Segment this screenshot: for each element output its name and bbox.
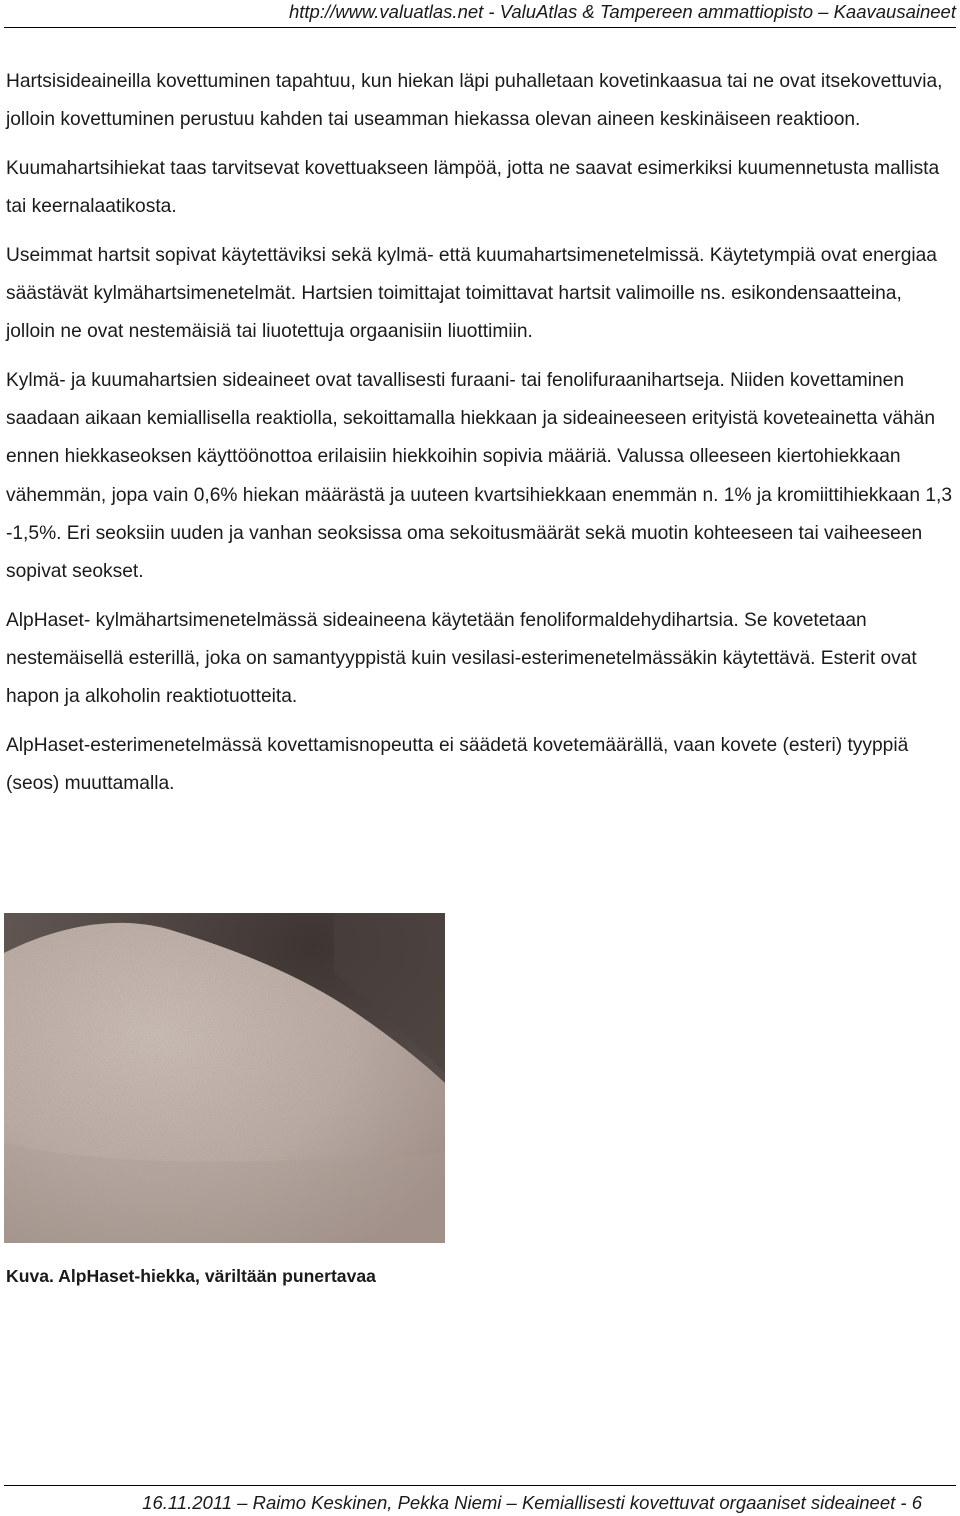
header-divider [4, 27, 956, 28]
page-header: http://www.valuatlas.net - ValuAtlas & Tampereen ammattiopisto – Kaavausaineet [288, 1, 956, 22]
document-body [6, 63, 956, 814]
sand-pile-image [4, 913, 445, 1243]
paragraph: AlpHaset-esterimenetelmässä kovettamisnopeutta ei säädetä kovetemäärällä, vaan kovete (esteri) tyyppiä (seos) muuttamalla. [6, 734, 909, 794]
sand-pile-photo [4, 913, 445, 1243]
footer-divider [4, 1485, 956, 1486]
paragraph: Hartsisideaineilla kovettuminen tapahtuu, kun hiekan läpi puhalletaan kovetinkaasua tai ne ovat itsekovettuvia, jolloin kovettuminen perustuu kahden tai useamman hiekassa olevan aineen keskinäiseen reaktioon. [6, 71, 943, 131]
paragraph: Kuumahartsihiekat taas tarvitsevat kovettuakseen lämpöä, jotta ne saavat esimerkiksi kuumennetusta mallista tai keernalaatikosta. [6, 157, 940, 218]
paragraph: AlpHaset- kylmähartsimenetelmässä sideaineena käytetään fenoliformaldehydihartsia. Se kovetetaan nestemäisellä esterillä, joka on samantyyppistä kuin vesilasi-esterimenetelmässäkin käytettävä. Esterit ovat hapon ja alkoholin reaktiotuotteita. [6, 609, 917, 708]
paragraph: Kylmä- ja kuumahartsien sideaineet ovat tavallisesti furaani- tai fenolifuraanihartseja. Niiden kovettaminen saadaan aikaan kemiallisella reaktiolla, sekoittamalla hiekkaan ja sideaineeseen erityistä koveteainetta vähän ennen hiekkaseoksen käyttöönottoa erilaisiin hiekkoihin sopivia määriä. Valussa olleeseen kiertohiekkaan vähemmän, jopa vain 0,6% hiekan määrästä ja uuteen kvartsihiekkaan enemmän n. 1% ja kromiittihiekkaan 1,3 -1,5%. Eri seoksiin uuden ja vanhan seoksissa oma sekoitusmäärät sekä muotin kohteeseen tai vaiheeseen sopivat seokset. [6, 369, 953, 582]
page-footer: 16.11.2011 – Raimo Keskinen, Pekka Niemi – Kemiallisesti kovettuvat orgaaniset sideaineet - 6 [142, 1492, 922, 1513]
paragraph: Useimmat hartsit sopivat käytettäviksi sekä kylmä- että kuumahartsimenetelmissä. Käytetympiä ovat energiaa säästävät kylmähartsimenetelmät. Hartsien toimittajat toimittavat hartsit valimoille ns. esikondensaatteina, jolloin ne ovat nestemäisiä tai liuotettuja orgaanisiin liuottimiin. [6, 244, 937, 343]
figure-caption: Kuva. AlpHaset-hiekka, väriltään punertavaa [6, 1266, 376, 1286]
